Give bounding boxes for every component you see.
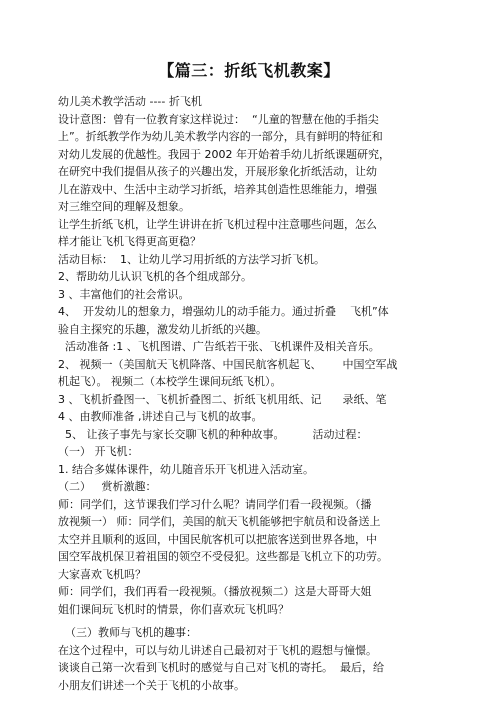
text-line: （一） 开飞机： bbox=[58, 445, 139, 458]
text-line: 机起飞）。 视频二（本校学生课间玩纸飞机）。 bbox=[58, 375, 282, 388]
text-line: 5、 让孩子事先与家长交聊飞机的种种故事。 活动过程： bbox=[58, 427, 368, 441]
text-line: 活动准备 :1 、飞机图谱、广告纸若干张、飞机课件及相关音乐。 bbox=[58, 340, 380, 353]
text-line: 儿在游戏中、生活中主动学习折纸，培养其创造性思维能力，增强 bbox=[58, 182, 377, 196]
text-line: 2、 视频一（美国航天飞机降落、中国民航客机起飞、 中国空军战 bbox=[58, 357, 398, 371]
text-line: 活动目标： 1、让幼儿学习用折纸的方法学习折飞机。 bbox=[58, 252, 325, 266]
text-line: 幼儿美术教学活动 ---- 折飞机 bbox=[58, 95, 202, 108]
text-line: 对幼儿发展的优越性。我园于 2002 年开始着手幼儿折纸课题研究， bbox=[58, 147, 390, 161]
text-line: 大家喜欢飞机吗？ bbox=[58, 567, 146, 581]
text-line: 4 、由教师准备 ,讲述自己与飞机的故事。 bbox=[58, 410, 263, 423]
text-line: 姐们课间玩飞机时的情景，你们喜欢玩飞机吗？ bbox=[58, 602, 289, 616]
text-line: 1. 结合多媒体课件，幼儿随音乐开飞机进入活动室。 bbox=[58, 462, 314, 476]
text-line: （二） 赏析激趣： bbox=[58, 480, 157, 493]
document-title: 【篇三：折纸飞机教案】 bbox=[158, 61, 340, 80]
text-line: 师：同学们，这节课我们学习什么呢？请同学们看一段视频。（播 bbox=[58, 497, 372, 511]
text-line: 2、帮助幼儿认识飞机的各个组成部分。 bbox=[58, 270, 252, 283]
text-line: 在研究中我们提倡从孩子的兴趣出发，开展形象化折纸活动，让幼 bbox=[58, 165, 377, 178]
text-line: 4、 开发幼儿的想象力，增强幼儿的动手能力。通过折叠 飞机”体 bbox=[58, 305, 389, 318]
text-line: 设计意图：曾有一位教育家这样说过： “儿童的智慧在他的手指尖 bbox=[58, 112, 379, 126]
text-line: 让学生折纸飞机，让学生讲讲在折飞机过程中注意哪些问题，怎么 bbox=[58, 217, 377, 231]
text-line: 3 、飞机折叠图一、飞机折叠图二、折纸飞机用纸、记 录纸、笔 bbox=[58, 392, 387, 406]
text-line: （三）教师与飞机的趣事： bbox=[58, 626, 197, 639]
text-line: 放视频一） 师：同学们，美国的航天飞机能够把宇航员和设备送上 bbox=[58, 515, 381, 528]
text-line: 验自主探究的乐趣，激发幼儿折纸的兴趣。 bbox=[58, 322, 267, 336]
document-body bbox=[58, 93, 440, 694]
text-line: 样才能让飞机飞得更高更稳？ bbox=[58, 235, 201, 248]
text-line: 太空并且顺利的返回，中国民航客机可以把旅客送到世界各地，中 bbox=[58, 532, 377, 546]
text-line: 对三维空间的理解及想象。 bbox=[58, 200, 190, 213]
text-line: 师：同学们，我们再看一段视频。（播放视频二）这是大哥哥大姐 bbox=[58, 585, 372, 598]
text-line: 小朋友们讲述一个关于飞机的小故事。 bbox=[58, 678, 245, 692]
text-line: 在这个过程中，可以与幼儿讲述自己最初对于飞机的遐想与憧憬。 bbox=[58, 643, 377, 657]
text-line: 谈谈自己第一次看到飞机时的感觉与自己对飞机的寄托。 最后，给 bbox=[58, 661, 384, 674]
text-line: 上”。折纸教学作为幼儿美术教学内容的一部分，具有鲜明的特征和 bbox=[58, 130, 383, 143]
text-line: 3 、丰富他们的社会常识。 bbox=[58, 287, 190, 301]
text-line: 国空军战机保卫着祖国的领空不受侵犯。这些都是飞机立下的功劳。 bbox=[58, 550, 388, 563]
